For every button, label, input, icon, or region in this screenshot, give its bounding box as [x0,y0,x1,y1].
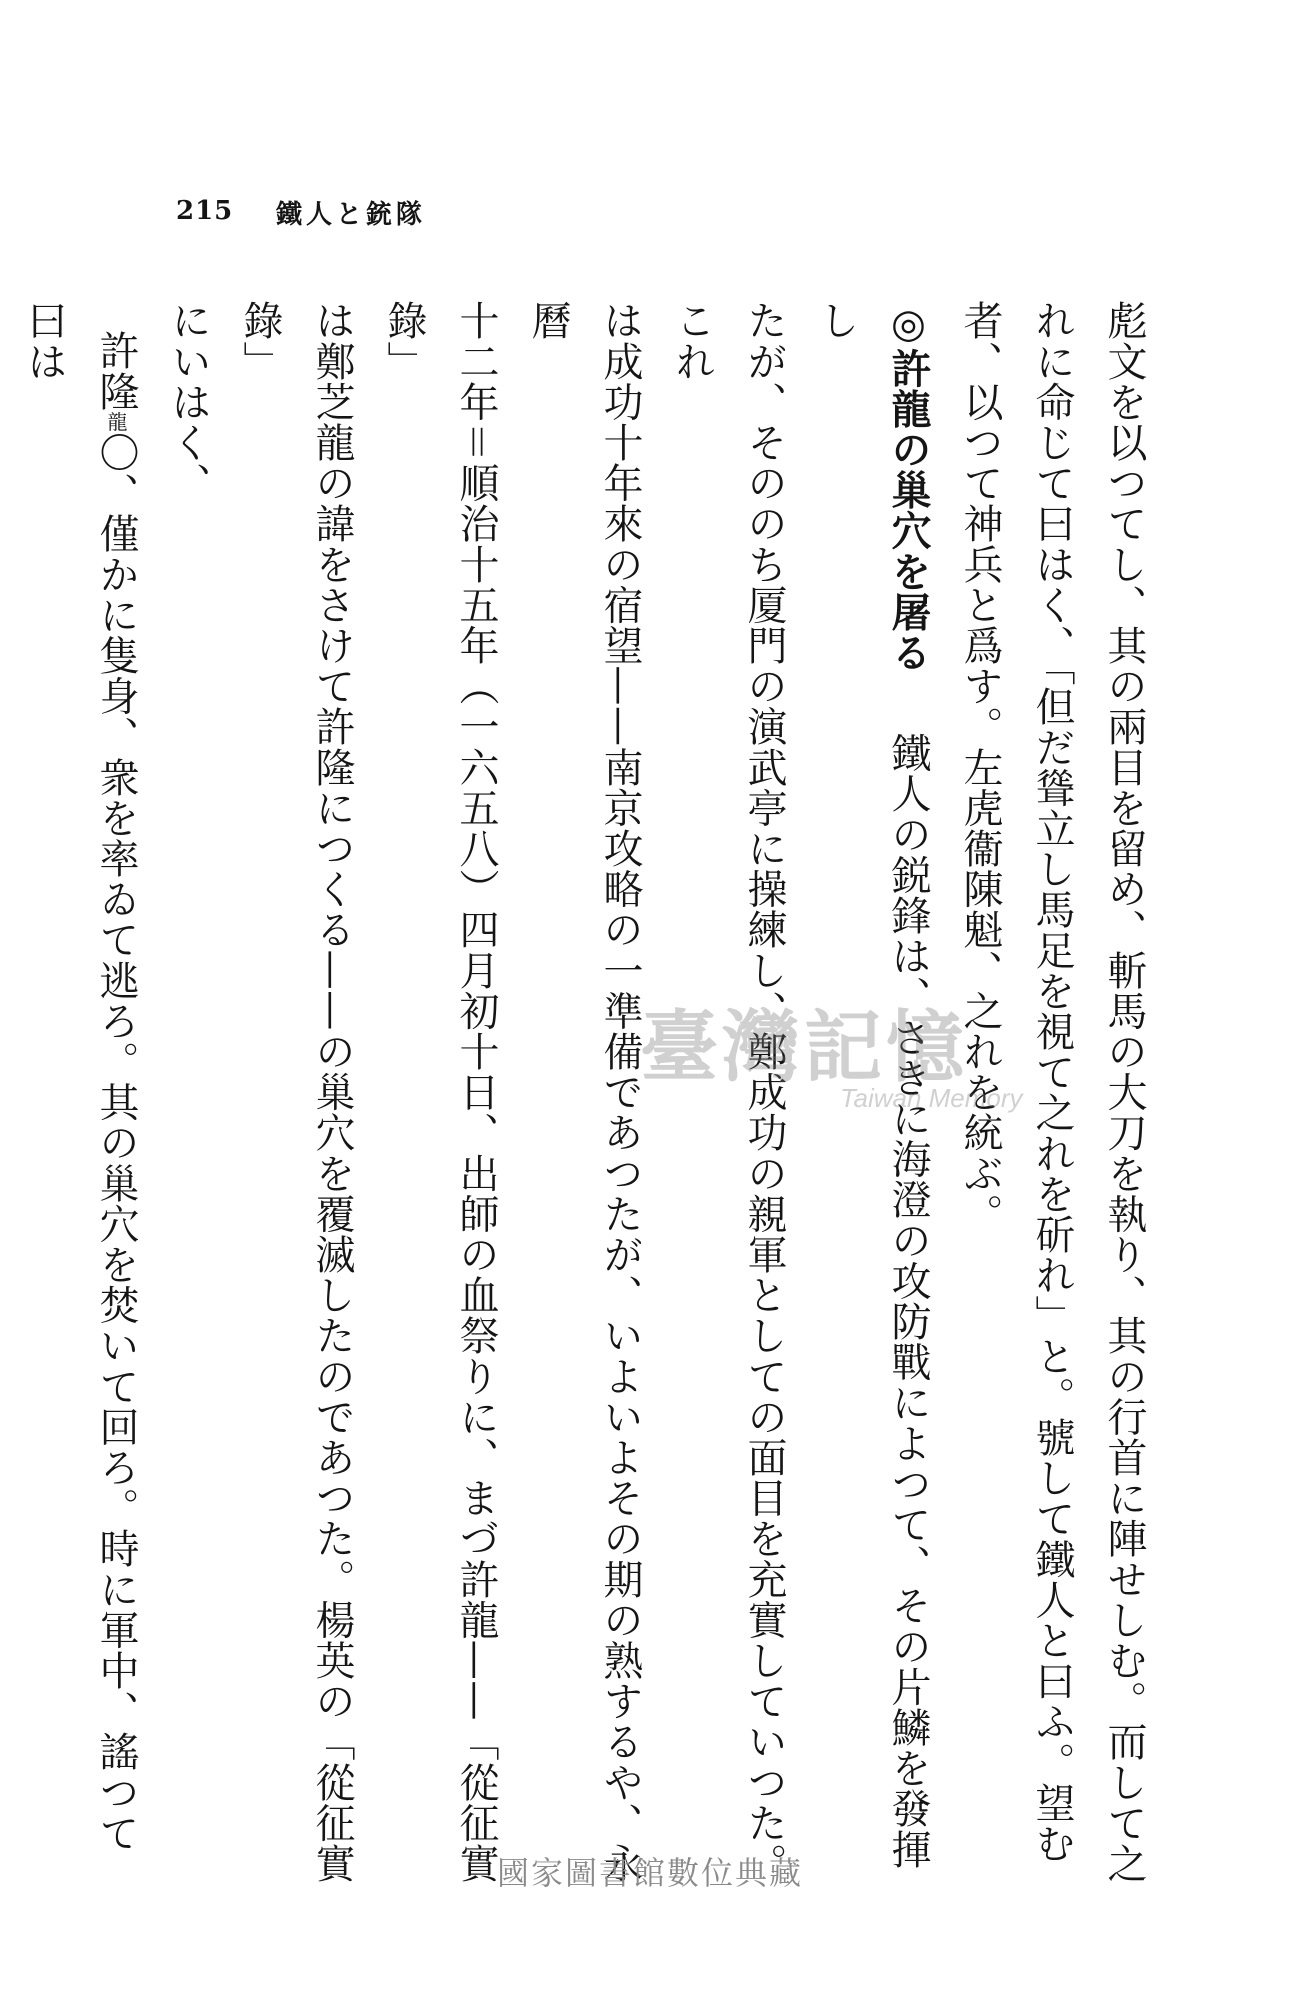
quote-line [8,300,152,1890]
section-line-1 [800,300,944,1890]
quote-line [0,300,8,1890]
body-line: にいはく、 [165,300,211,503]
body-text: 鐵人の鋭鋒は、さきに海澄の攻防戰によつて、その片鱗を發揮し [813,300,931,1870]
page-number: 215 [176,196,234,226]
body-line: 十二年＝順治十五年（一六五八）四月初十日、出師の血祭りに、まづ許龍——「從征實錄」 [381,300,499,1884]
running-head: 鐵人と銃隊 [276,200,427,230]
body-line: たが、そののち厦門の演武亭に操練し、鄭成功の親軍としての面目を充實していつた。これ [669,300,787,1884]
vertical-text-body [21,300,1160,1890]
body-line: 者、以つて神兵と爲す。左虎衞陳魁、之れを統ぶ。 [957,300,1003,1234]
watermark-title: 臺灣記憶 [640,1002,969,1093]
watermark-subtitle: Taiwan Memory [840,1083,1023,1113]
body-line: は鄭芝龍の諱をさけて許隆につくる——の巢穴を覆滅したのであつた。楊英の「從征實錄」 [237,300,355,1884]
section-heading: ◎許龍の巢穴を屠る [885,300,932,673]
quote-name: 許隆 [93,330,139,412]
body-line: れに命じて曰はく、「但だ聳立し馬足を視て之れを斫れ」と。號して鐵人と曰ふ。望む [1029,300,1075,1864]
quote-text: 〇、僅かに隻身、衆を率ゐて逃ろ。其の巢穴を焚いて回ろ。時に軍中、謠つて曰は [21,300,139,1853]
annotation-note: 龍 [104,411,128,432]
body-line: 彪文を以つてし、其の兩目を留め、斬馬の大刀を執り、其の行首に陣せしむ。而して之 [1101,300,1147,1884]
archive-footer: 國家圖書館數位典藏 [496,1854,803,1892]
body-line: は成功十年來の宿望——南京攻略の一準備であつたが、いよいよその期の熟するや、永曆 [525,300,643,1884]
